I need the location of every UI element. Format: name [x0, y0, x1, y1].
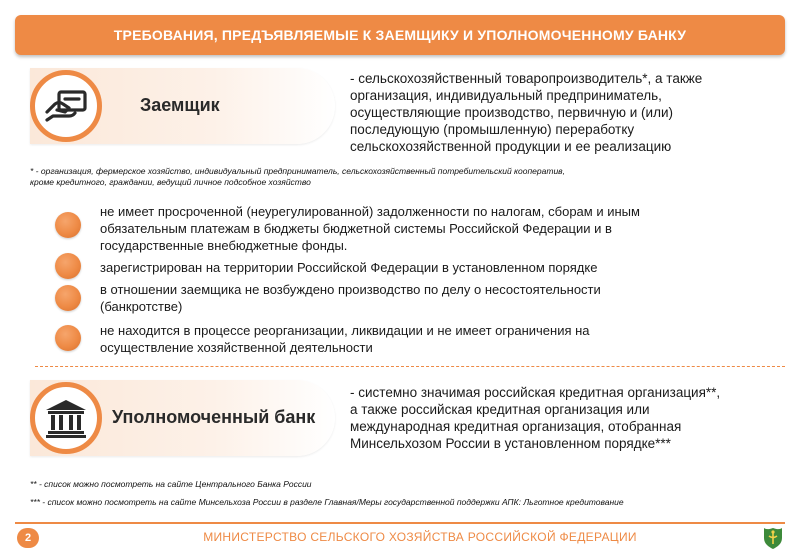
requirement-line: зарегистрирован на территории Российской Федерации в установленном порядке [100, 260, 598, 275]
requirement-line: обязательным платежам в бюджеты бюджетной системы Российской Федерации и в [100, 221, 612, 236]
slide-title: ТРЕБОВАНИЯ, ПРЕДЪЯВЛЯЕМЫЕ К ЗАЕМЩИКУ И УПОЛНОМОЧЕННОМУ БАНКУ [113, 27, 687, 43]
bank-icon-circle [30, 382, 102, 454]
bank-description-line: - системно значимая российская кредитная организация**, [350, 385, 721, 400]
bank-description-line: Минсельхозом России в установленном порядке*** [350, 436, 671, 451]
borrower-description-line: последующую (промышленную) переработку [350, 122, 635, 137]
requirement-item [100, 281, 790, 315]
requirement-bullet [55, 325, 81, 351]
bank-description-line: а также российская кредитная организация или [350, 402, 650, 417]
borrower-footnote-line: кроме кредитного, граждании, ведущий личное подсобное хозяйство [30, 177, 311, 187]
requirement-line: (банкротстве) [100, 299, 183, 314]
borrower-description-line: - сельскохозяйственный товаропроизводитель*, а также [350, 71, 703, 86]
requirement-item [100, 259, 790, 276]
page-number: 2 [17, 528, 39, 548]
borrower-description-line: организация, индивидуальный предприниматель, [350, 88, 662, 103]
requirement-bullet [55, 212, 81, 238]
bank-description [350, 384, 790, 452]
requirement-item [100, 322, 790, 356]
requirement-bullet [55, 253, 81, 279]
borrower-description-line: сельскохозяйственной продукции и ее реализацию [350, 139, 672, 154]
borrower-footnote [30, 166, 790, 188]
ministry-name: МИНИСТЕРСТВО СЕЛЬСКОГО ХОЗЯЙСТВА РОССИЙСКОЙ ФЕДЕРАЦИИ [203, 530, 637, 544]
borrower-footnote-line: * - организация, фермерское хозяйство, индивидуальный предприниматель, сельскохозяйственный потребительский кооператив, [30, 166, 565, 176]
requirement-line: в отношении заемщика не возбуждено производство по делу о несостоятельности [100, 282, 601, 297]
footer-rule [15, 522, 785, 524]
bank-building-icon [44, 398, 88, 438]
section-divider [35, 366, 785, 367]
requirement-item [100, 203, 790, 254]
requirement-bullet [55, 285, 81, 311]
bank-label: Уполномоченный банк [112, 407, 316, 427]
requirement-line: не находится в процессе реорганизации, ликвидации и не имеет ограничения на [100, 323, 590, 338]
slide-title-bar [15, 15, 785, 55]
borrower-icon-circle [30, 70, 102, 142]
bank-footnote: ** - список можно посмотреть на сайте Центрального Банка России [30, 479, 312, 489]
bank-description-line: международная кредитная организация, отобранная [350, 419, 682, 434]
coat-of-arms-icon [762, 526, 784, 550]
borrower-description [350, 70, 790, 155]
requirement-line: государственные внебюджетные фонды. [100, 238, 348, 253]
hand-card-icon [43, 86, 89, 126]
requirement-line: осуществление хозяйственной деятельности [100, 340, 373, 355]
requirement-line: не имеет просроченной (неурегулированной) задолженности по налогам, сборам и иным [100, 204, 640, 219]
borrower-description-line: осуществляющие производство, первичную и (или) [350, 105, 674, 120]
borrower-label: Заемщик [140, 95, 220, 115]
bank-footnote: *** - список можно посмотреть на сайте Минсельхоза России в разделе Главная/Меры государственной поддержки АПК: Льготное кредитование [30, 497, 624, 507]
